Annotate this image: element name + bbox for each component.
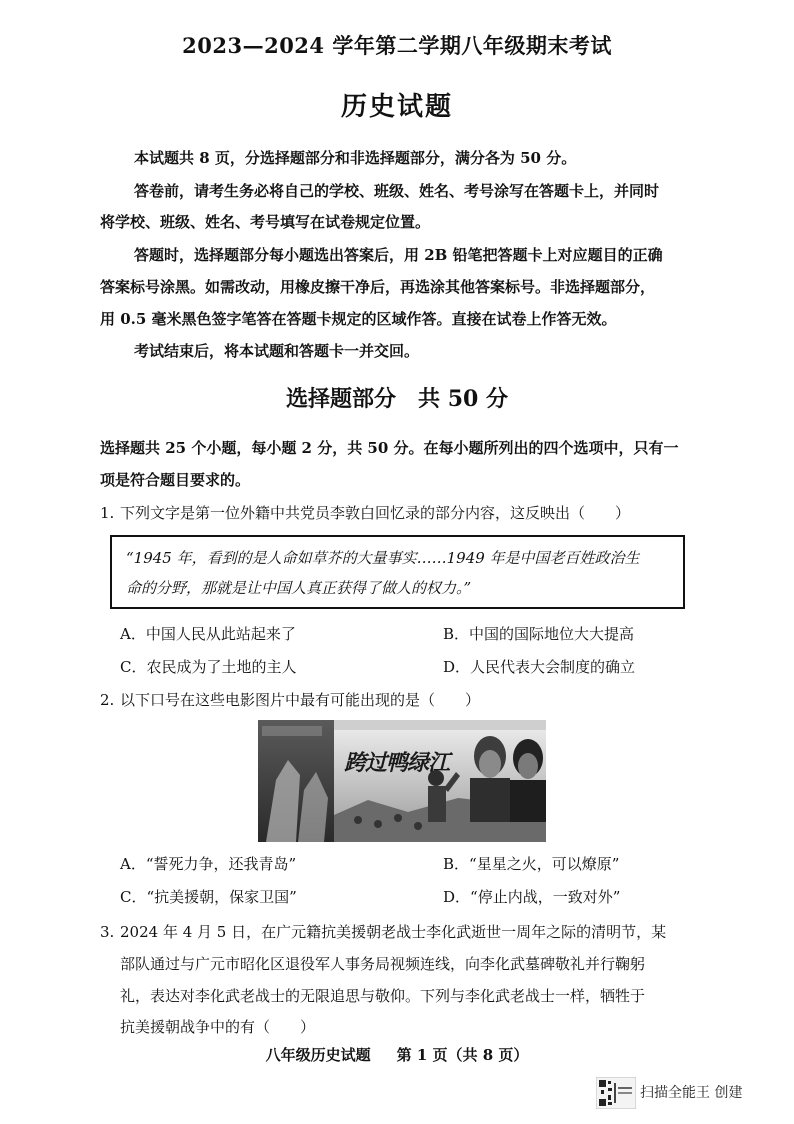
page-footer [0, 1044, 794, 1065]
instruction-line-4: 答题时，选择题部分每小题选出答案后，用 2B 铅笔把答题卡上对应题目的正确 [134, 246, 663, 264]
instruction-line-1: 本试题共 8 页，分选择题部分和非选择题部分，满分各为 50 分。 [134, 149, 577, 167]
q1-option-b: B．中国的国际地位大大提高 [443, 625, 635, 643]
q1-option-c: C．农民成为了土地的主人 [120, 658, 297, 676]
question-1-stem [100, 502, 630, 524]
question-3-stem-line-3: 礼，表达对李化武老战士的无限追思与敬仰。下列与李化武老战士一样，牺牲于 [120, 987, 646, 1005]
section-intro-line-1: 选择题共 25 个小题，每小题 2 分，共 50 分。在每小题所列出的四个选项中，只有一 [100, 439, 679, 457]
footer-page-number: 第 1 页（共 8 页） [396, 1046, 529, 1064]
q2-option-b: B．“星星之火，可以燎原” [443, 855, 620, 873]
footer-subject: 八年级历史试题 [265, 1046, 371, 1064]
question-number: 3. [100, 923, 115, 941]
q2-option-d: D．“停止内战，一致对外” [443, 888, 621, 906]
film-stills-image [258, 720, 546, 842]
section-heading [0, 382, 794, 413]
question-2-text: 以下口号在这些电影图片中最有可能出现的是（ ） [120, 691, 481, 709]
q1-option-d: D．人民代表大会制度的确立 [443, 658, 636, 676]
question-3-stem-line-2: 部队通过与广元市昭化区退役军人事务局视频连线，向李化武墓碑敬礼并行鞠躬 [120, 955, 646, 973]
question-2-stem [100, 689, 480, 711]
film-stills-graphic [258, 720, 546, 842]
quote-box [110, 535, 685, 609]
instruction-line-5: 答案标号涂黑。如需改动，用橡皮擦干净后，再选涂其他答案标号。非选择题部分， [100, 278, 656, 296]
question-3-stem-line-1 [100, 921, 666, 943]
exam-title: 2023—2024 学年第二学期八年级期末考试 [182, 33, 612, 58]
q2-option-c: C．“抗美援朝，保家卫国” [120, 888, 297, 906]
watermark-text: 扫描全能王 创建 [640, 1085, 743, 1101]
quote-line-2: 命的分野，那就是让中国人真正获得了做人的权力。” [126, 579, 472, 597]
instruction-line-3: 将学校、班级、姓名、考号填写在试卷规定位置。 [100, 213, 431, 231]
q2-option-a: A．“誓死力争，还我青岛” [120, 855, 297, 873]
question-3-stem-line-4: 抗美援朝战争中的有（ ） [120, 1018, 316, 1036]
section-heading-score: 共 50 分 [418, 386, 508, 412]
subject-title: 历史试题 [340, 92, 453, 122]
q1-option-a: A．中国人民从此站起来了 [120, 625, 296, 643]
section-heading-label: 选择题部分 [286, 386, 397, 412]
question-number: 2. [100, 691, 115, 709]
question-number: 1. [100, 504, 115, 522]
instruction-line-6: 用 0.5 毫米黑色签字笔答在答题卡规定的区域作答。直接在试卷上作答无效。 [100, 310, 617, 328]
qr-code-icon [596, 1077, 636, 1109]
instruction-line-7: 考试结束后，将本试题和答题卡一并交回。 [134, 342, 420, 360]
question-3-text-1: 2024 年 4 月 5 日，在广元籍抗美援朝老战士李化武逝世一周年之际的清明节，某 [120, 923, 667, 941]
section-intro-line-2: 项是符合题目要求的。 [100, 471, 251, 489]
question-1-text: 下列文字是第一位外籍中共党员李敦白回忆录的部分内容，这反映出（ ） [120, 504, 631, 522]
scanner-watermark [596, 1076, 772, 1110]
quote-line-1: “1945 年，看到的是人命如草芥的大量事实……1949 年是中国老百姓政治生 [126, 549, 640, 567]
instruction-line-2: 答卷前，请考生务必将自己的学校、班级、姓名、考号涂写在答题卡上，并同时 [134, 182, 660, 200]
film-poster-title: 跨过鸭绿江 [344, 751, 450, 776]
